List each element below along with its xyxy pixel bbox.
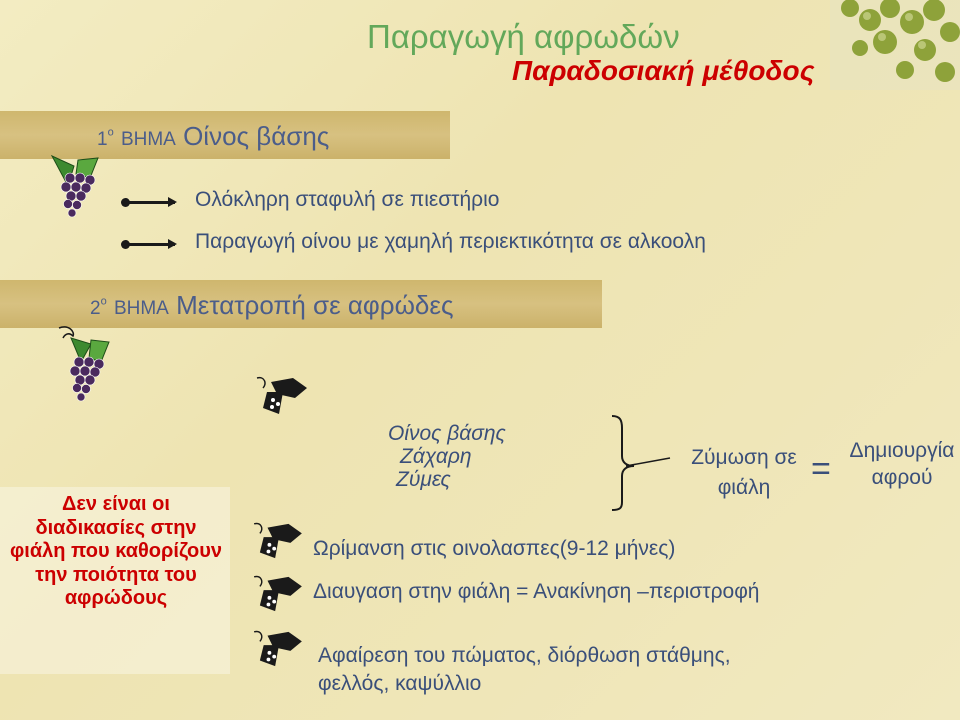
step1-number: 1 [97, 129, 108, 150]
grape-bullet-icon [250, 520, 306, 562]
step1-ordinal: ο [107, 126, 114, 139]
grape-bullet-icon [250, 628, 306, 670]
grape-bullet-icon [253, 374, 311, 418]
step2-ordinal: ο [100, 295, 107, 308]
step2-word: ΒΗΜΑ [113, 298, 169, 319]
fermentation-label [682, 443, 806, 503]
arrow-icon [125, 201, 175, 204]
process-step-2: Διαυγαση στην φιάλη = Ανακίνηση –περιστροφή [313, 580, 760, 603]
side-note: Δεν είναι οι διαδικασίες στην φιάλη που καθορίζουν την ποιότητα του αφρώδους [9, 493, 223, 609]
fermentation-line2: φιάλη [717, 476, 771, 499]
ingredient-item: Οίνος βάσης [388, 422, 506, 445]
process-step-3-cont: φελλός, καψύλλιο [318, 672, 482, 695]
step1-heading [97, 121, 329, 152]
step1-label: Οίνος βάσης [183, 121, 330, 151]
process-step-3: Αφαίρεση του πώματος, διόρθωση στάθμης, [318, 644, 731, 667]
step1-item-1: Ολόκληρη σταφυλή σε πιεστήριο [195, 188, 500, 211]
foam-result-line1: Δημιουργία [849, 439, 955, 462]
step2-number: 2 [90, 298, 101, 319]
equals-sign: = [811, 450, 831, 488]
ingredients-list [388, 422, 506, 491]
foam-result [843, 437, 960, 491]
step1-item-2: Παραγωγή οίνου με χαμηλή περιεκτικότητα σε αλκοολη [195, 230, 706, 253]
grape-bullet-icon [250, 573, 306, 615]
grapes-decoration-icon [830, 0, 960, 90]
page-title: Παραγωγή αφρωδών [367, 18, 680, 55]
arrow-icon [125, 243, 175, 246]
fermentation-line1: Ζύμωση σε [691, 446, 797, 469]
step2-label: Μετατροπή σε αφρώδες [176, 290, 454, 320]
brace-icon [606, 412, 672, 512]
ingredient-item: Ζύμες [396, 468, 451, 491]
foam-result-line2: αφρού [871, 466, 933, 489]
ingredient-item: Ζάχαρη [400, 445, 472, 468]
grape-vine-icon [55, 322, 113, 404]
process-step-1: Ωρίμανση στις οινολασπες(9-12 μήνες) [313, 537, 676, 560]
step2-heading [90, 290, 453, 321]
page-subtitle: Παραδοσιακή μέθοδος [512, 55, 815, 86]
grape-bunch-icon [48, 152, 103, 222]
step1-word: ΒΗΜΑ [120, 129, 176, 150]
